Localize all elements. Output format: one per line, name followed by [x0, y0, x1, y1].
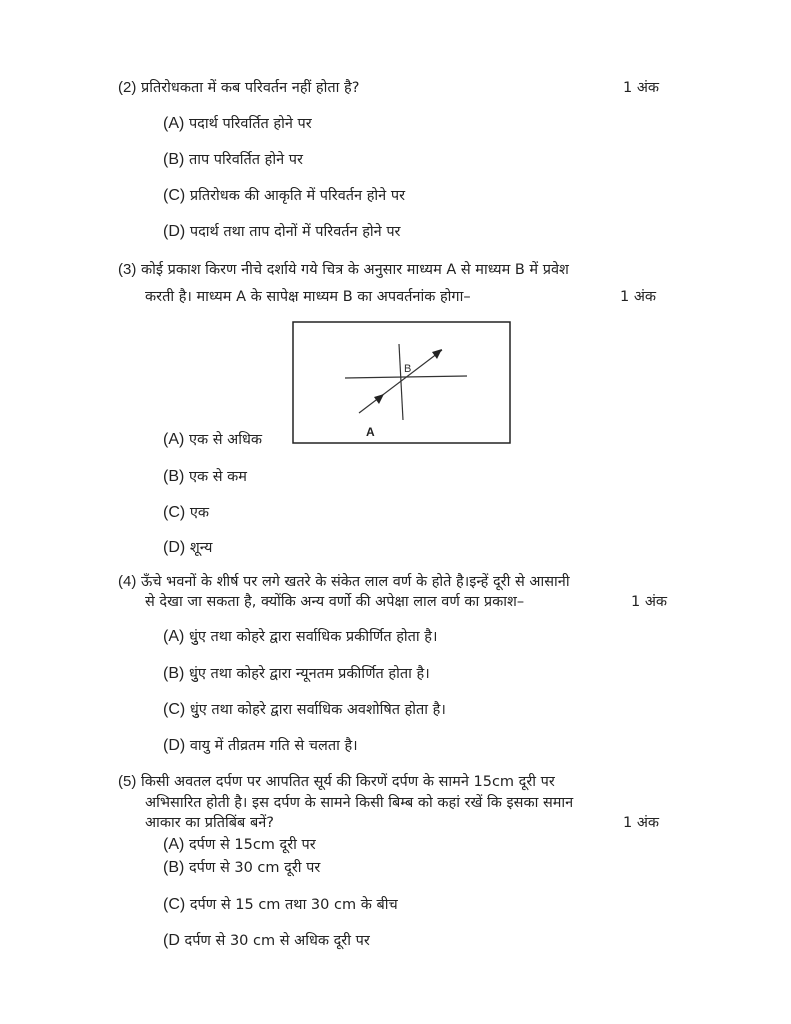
medium-b-label: B [404, 363, 412, 375]
option-text: पदार्थ परिवर्तित होने पर [188, 116, 312, 132]
option-text: धुुंए तथा कोहरे द्वारा सर्वाधिक प्रकीर्णित होता है। [188, 629, 438, 645]
option-label: (D) [163, 737, 186, 754]
option-text: धुुंए तथा कोहरे द्वारा न्यूनतम प्रकीर्णित होता है। [188, 666, 430, 682]
question-line [118, 78, 359, 98]
option-label: (B) [163, 859, 185, 876]
medium-a-label: A [366, 425, 375, 439]
question-line [118, 260, 569, 280]
option-d [163, 222, 400, 242]
option-text: ताप परिवर्तित होने पर [188, 152, 303, 168]
option-label: (D [163, 932, 180, 949]
option-text: दर्पण से 15cm दूरी पर [188, 837, 316, 853]
option-a [163, 114, 312, 134]
option-text: एक से कम [188, 469, 247, 485]
question-text: किसी अवतल दर्पण पर आपतित सूर्य की किरणें दर्पण के सामने 15cm दूरी पर [140, 774, 555, 790]
option-text: प्रतिरोधक की आकृति में परिवर्तन होने पर [189, 188, 405, 204]
question-text: अभिसारित होती है। इस दर्पण के सामने किसी बिम्ब को कहां रखें कि इसका समान [145, 795, 574, 811]
option-text: एक [189, 505, 209, 521]
option-a [163, 835, 316, 855]
option-text: धुुंए तथा कोहरे द्वारा सर्वाधिक अवशोषित होता है। [189, 702, 446, 718]
option-text: दर्पण से 15 cm तथा 30 cm के बीच [189, 897, 398, 913]
option-b [163, 467, 247, 487]
option-text: दर्पण से 30 cm दूरी पर [188, 860, 321, 876]
option-text: शून्य [189, 540, 213, 556]
option-label: (D) [163, 223, 186, 240]
question-line [118, 772, 555, 792]
refraction-diagram [292, 321, 512, 445]
option-c [163, 186, 405, 206]
question-text: आकार का प्रतिबिंब बनें? [145, 815, 274, 831]
marks-label: 1 अंक [620, 289, 657, 305]
option-text: एक से अधिक [188, 432, 262, 448]
option-label: (D) [163, 539, 186, 556]
option-d [163, 736, 358, 756]
marks-label: 1 अंक [623, 80, 660, 96]
option-c [163, 700, 446, 720]
question-number: (3) [118, 261, 137, 278]
option-label: (C) [163, 504, 186, 521]
question-line [145, 287, 471, 307]
option-c [163, 503, 209, 523]
option-text: दर्पण से 30 cm से अधिक दूरी पर [184, 933, 370, 949]
question-line [145, 793, 573, 813]
option-label: (C) [163, 187, 186, 204]
option-b [163, 150, 303, 170]
option-label: (A) [163, 115, 185, 132]
question-text: से देखा जा सकता है, क्योंकि अन्य वर्णो की अपेक्षा लाल वर्ण का प्रकाश– [145, 594, 525, 610]
question-line [145, 813, 274, 833]
question-number: (2) [118, 79, 137, 96]
option-a [163, 430, 262, 450]
option-d [163, 931, 370, 951]
question-text: ऊँचे भवनों के शीर्ष पर लगे खतरे के संकेत लाल वर्ण के होते है।इन्हें दूरी से आसानी [140, 574, 570, 590]
option-c [163, 895, 398, 915]
question-number: (4) [118, 573, 137, 590]
option-label: (A) [163, 431, 185, 448]
question-text: कोई प्रकाश किरण नीचे दर्शाये गये चित्र के अनुसार माध्यम A से माध्यम B में प्रवेश [140, 262, 569, 278]
marks-label: 1 अंक [631, 594, 668, 610]
option-text: वायु में तीव्रतम गति से चलता है। [189, 738, 358, 754]
option-b [163, 664, 430, 684]
option-label: (B) [163, 151, 185, 168]
marks-label: 1 अंक [623, 815, 660, 831]
option-label: (A) [163, 628, 185, 645]
question-line [118, 572, 570, 592]
option-b [163, 858, 320, 878]
option-a [163, 627, 437, 647]
option-label: (B) [163, 468, 185, 485]
option-label: (C) [163, 896, 186, 913]
question-text: करती है। माध्यम A के सापेक्ष माध्यम B का अपवर्तनांक होगा– [145, 289, 471, 305]
option-d [163, 538, 212, 558]
option-label: (A) [163, 836, 185, 853]
question-line [145, 592, 524, 612]
question-number: (5) [118, 773, 137, 790]
option-label: (C) [163, 701, 186, 718]
question-text: प्रतिरोधकता में कब परिवर्तन नहीं होता है? [140, 80, 360, 96]
option-text: पदार्थ तथा ताप दोनों में परिवर्तन होने पर [189, 224, 401, 240]
option-label: (B) [163, 665, 185, 682]
